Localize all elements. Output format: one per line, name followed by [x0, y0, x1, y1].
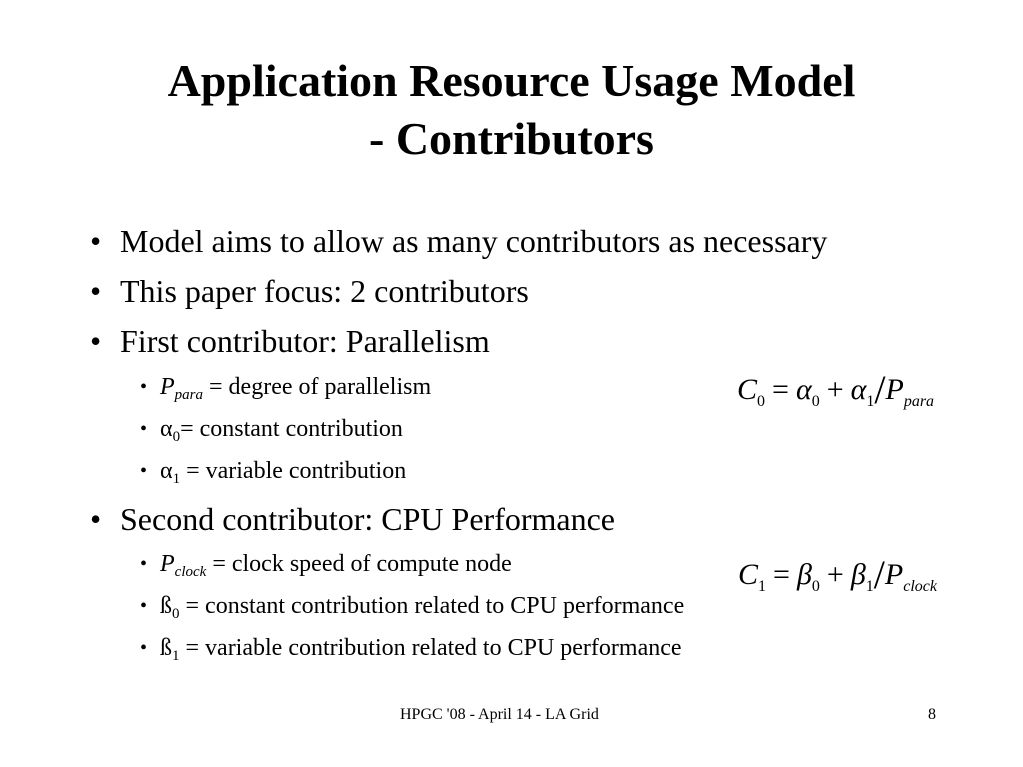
- bullet-dot: •: [140, 637, 148, 659]
- equation-c0: $C_0 = \alpha_0 + \alpha_1/P_{para}$: [737, 367, 935, 412]
- footer-text: HPGC '08 - April 14 - LA Grid: [400, 706, 599, 723]
- equation-c1: $C_1 = \beta_0 + \beta_1/P_{clock}$: [738, 552, 937, 597]
- bullet-dot: •: [90, 273, 102, 309]
- bullet-dot: •: [140, 418, 148, 440]
- bullet-dot: •: [140, 376, 148, 398]
- slide-title: [0, 52, 1023, 168]
- bullet-dot: •: [140, 553, 148, 575]
- bullet-dot: •: [140, 460, 148, 482]
- bullet-dot: •: [90, 323, 102, 359]
- title-line-1: Application Resource Usage Model: [167, 55, 856, 106]
- bullet-dot: •: [90, 223, 102, 259]
- page-number: 8: [928, 706, 936, 723]
- title-line-2: - Contributors: [369, 113, 654, 164]
- bullet-dot: •: [90, 501, 102, 537]
- bullet-dot: •: [140, 595, 148, 617]
